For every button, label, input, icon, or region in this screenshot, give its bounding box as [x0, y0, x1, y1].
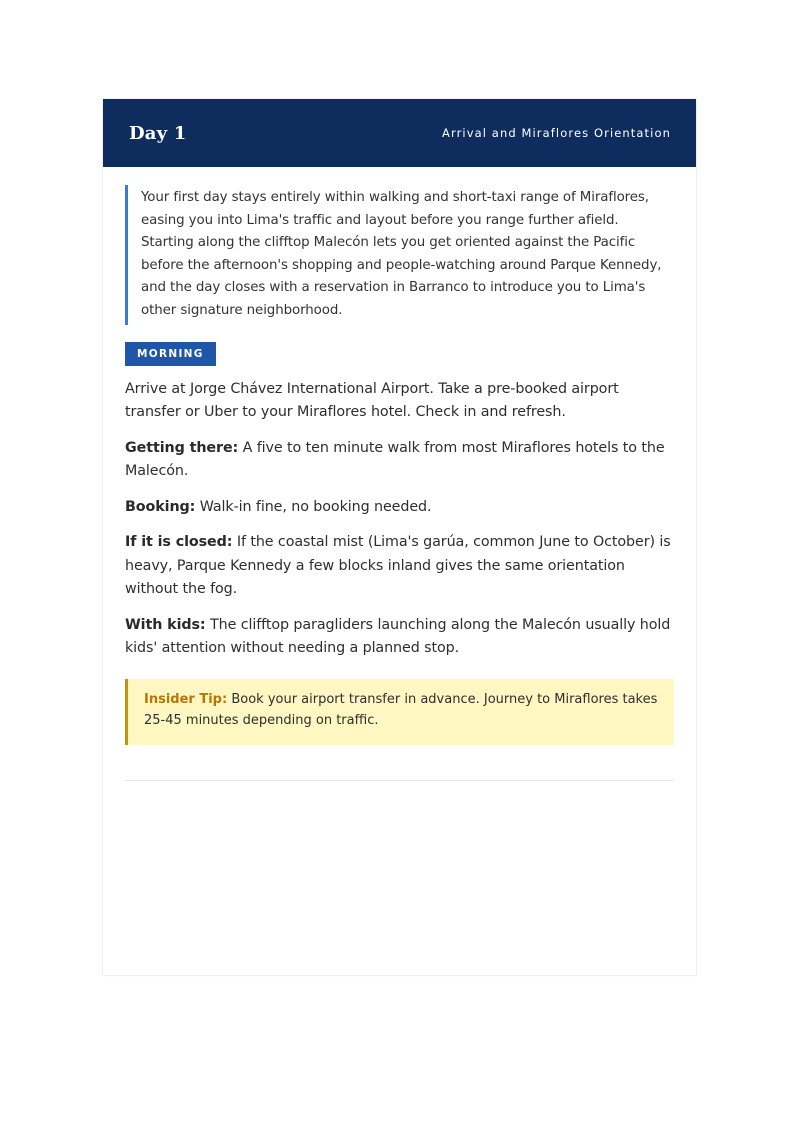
insider-tip [125, 679, 674, 745]
detail-with-kids [125, 614, 674, 661]
section-divider [125, 780, 674, 781]
detail-text: A five to ten minute walk from most Miraflores hotels to the Malecón. [125, 439, 665, 480]
detail-label: With kids: [125, 616, 206, 633]
detail-text: The clifftop paragliders launching along the Malecón usually hold kids' attention without needing a planned stop. [125, 616, 671, 657]
insider-tip-text: Book your airport transfer in advance. Journey to Miraflores takes 25-45 minutes depending on traffic. [144, 691, 658, 729]
time-of-day-badge: MORNING [125, 342, 216, 366]
detail-booking [125, 496, 674, 520]
day-card [103, 99, 696, 975]
detail-text: If the coastal mist (Lima's garúa, common June to October) is heavy, Parque Kennedy a few blocks inland gives the same orientation without the fog. [125, 534, 671, 598]
day-title: Day 1 [129, 122, 187, 144]
detail-label: Booking: [125, 498, 196, 515]
activity-description: Arrive at Jorge Chávez International Airport. Take a pre-booked airport transfer or Uber to your Miraflores hotel. Check in and refresh. [125, 380, 619, 421]
insider-tip-label: Insider Tip: [144, 691, 228, 707]
day-header [103, 99, 696, 167]
day-subtitle: Arrival and Miraflores Orientation [441, 126, 671, 140]
detail-label: Getting there: [125, 439, 239, 456]
detail-label: If it is closed: [125, 534, 233, 551]
detail-if-closed [125, 531, 674, 602]
detail-getting-there [125, 437, 674, 484]
day-intro: Your first day stays entirely within walking and short-taxi range of Miraflores, easing you into Lima's traffic and layout before you range further afield. Starting along the clifftop Malecón lets you get oriented against the Pacific before the afternoon's shopping and people-watching around Parque Kennedy, and the day closes with a reservation in Barranco to introduce you to Lima's other signature neighborhood. [125, 185, 674, 325]
day-body [103, 167, 696, 781]
detail-text: Walk-in fine, no booking needed. [199, 498, 432, 515]
